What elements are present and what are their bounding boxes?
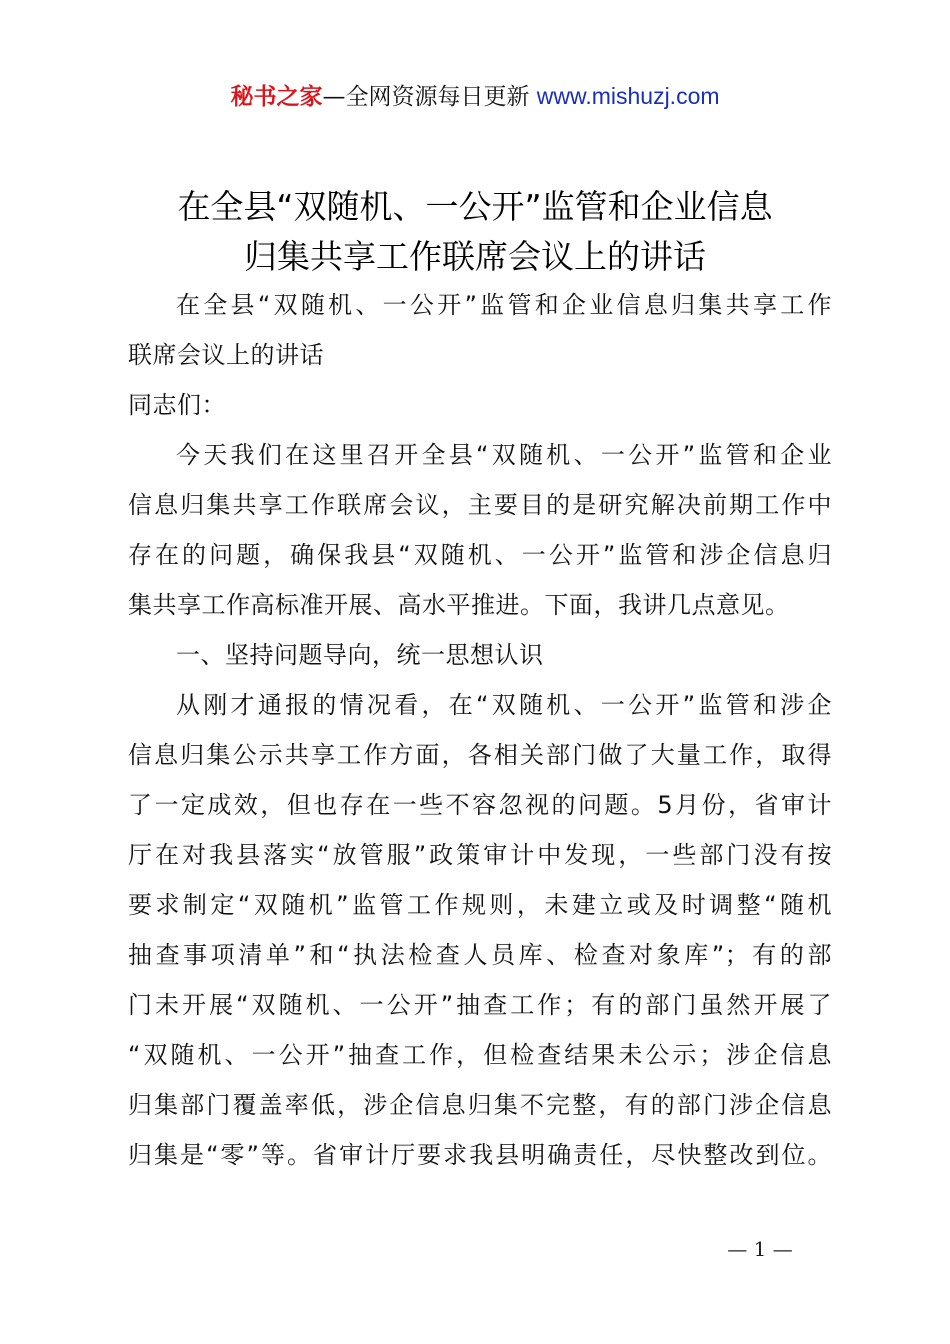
paragraph-line: 集共享工作高标准开展、高水平推进。下面，我讲几点意见。 [128, 591, 790, 619]
banner-slogan: —全网资源每日更新 [322, 84, 537, 110]
paragraph-line: 今天我们在这里召开全县“双随机、一公开”监管和企业 [176, 441, 832, 469]
salutation: 同志们： [128, 391, 226, 419]
paragraph-line: 信息归集公示共享工作方面，各相关部门做了大量工作，取得 [128, 741, 832, 769]
paragraph-line: 厅在对我县落实“放管服”政策审计中发现，一些部门没有按 [128, 841, 832, 869]
document-body [128, 280, 832, 1180]
subtitle-line: 在全县“双随机、一公开”监管和企业信息归集共享工作 [176, 291, 832, 319]
paragraph-line: 门未开展“双随机、一公开”抽查工作；有的部门虽然开展了 [128, 991, 832, 1019]
document-title-line-2: 归集共享工作联席会议上的讲话 [244, 237, 706, 276]
paragraph-line: 信息归集共享工作联席会议，主要目的是研究解决前期工作中 [128, 491, 832, 519]
paragraph-line: 从刚才通报的情况看，在“双随机、一公开”监管和涉企 [176, 691, 832, 719]
document-title-line-1: 在全县“双随机、一公开”监管和企业信息 [177, 187, 773, 226]
section-heading: 一、坚持问题导向，统一思想认识 [176, 641, 544, 669]
subtitle-line: 联席会议上的讲话 [128, 341, 324, 369]
page-number: — 1 — [727, 1237, 793, 1261]
paragraph-line: 抽查事项清单”和“执法检查人员库、检查对象库”；有的部 [128, 941, 832, 969]
paragraph-line: 归集部门覆盖率低，涉企信息归集不完整，有的部门涉企信息 [128, 1091, 832, 1119]
brand-name: 秘书之家 [230, 84, 323, 110]
paragraph-line: “双随机、一公开”抽查工作，但检查结果未公示；涉企信息 [128, 1041, 832, 1069]
paragraph-line: 归集是“零”等。省审计厅要求我县明确责任，尽快整改到位。 [128, 1141, 832, 1169]
site-banner [0, 78, 950, 115]
paragraph-line: 存在的问题，确保我县“双随机、一公开”监管和涉企信息归 [128, 541, 832, 569]
paragraph-line: 了一定成效，但也存在一些不容忽视的问题。5月份，省审计 [128, 791, 832, 819]
paragraph-line: 要求制定“双随机”监管工作规则，未建立或及时调整“随机 [128, 891, 832, 919]
site-url[interactable]: www.mishuzj.com [536, 83, 720, 109]
